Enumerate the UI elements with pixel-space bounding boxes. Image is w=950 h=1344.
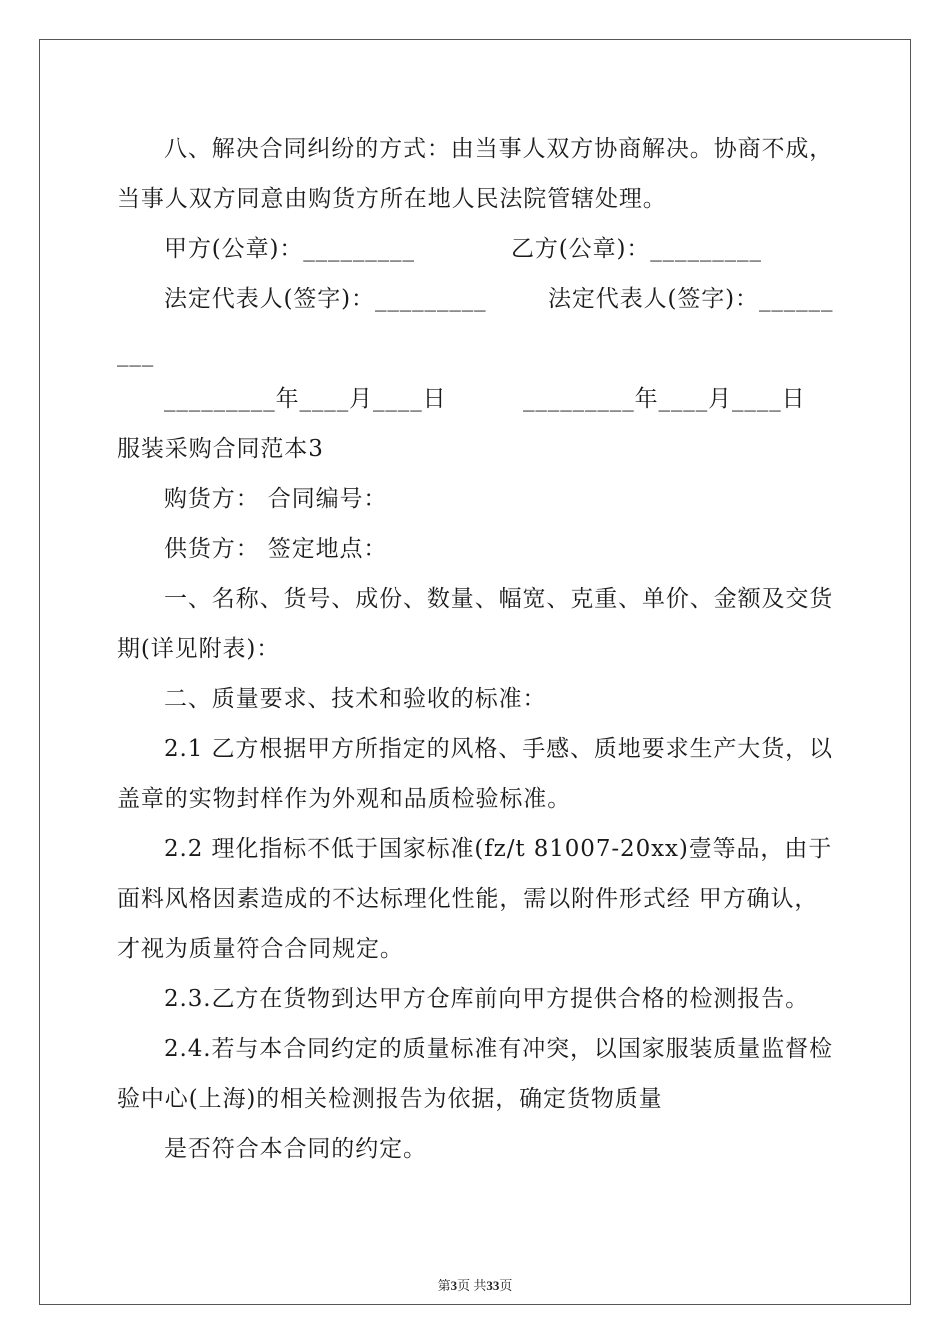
clause-2-3: 2.3.乙方在货物到达甲方仓库前向甲方提供合格的检测报告。 — [164, 986, 809, 1012]
party-a-representative: 法定代表人(签字)：_________ — [164, 286, 487, 312]
party-a-seal: 甲方(公章)：_________ — [164, 236, 415, 262]
footer-prefix: 第 — [437, 1278, 451, 1293]
clause-2-1-line-2: 盖章的实物封样作为外观和品质检验标准。 — [117, 786, 572, 812]
clause-1-line-1: 一、名称、货号、成份、数量、幅宽、克重、单价、金额及交货 — [164, 586, 834, 612]
dispute-clause-line-1: 八、解决合同纠纷的方式：由当事人双方协商解决。协商不成， — [164, 136, 834, 162]
page-footer — [0, 1278, 950, 1294]
clause-1-line-2: 期(详见附表)： — [117, 636, 281, 662]
footer-page-number: 3 — [450, 1278, 458, 1293]
footer-mid: 页 共 — [457, 1278, 487, 1293]
dispute-clause-line-2: 当事人双方同意由购货方所在地人民法院管辖处理。 — [117, 186, 667, 212]
clause-2-4-line-1: 2.4.若与本合同约定的质量标准有冲突，以国家服装质量监督检 — [164, 1036, 833, 1062]
clause-2-2-line-3: 才视为质量符合合同规定。 — [117, 936, 404, 962]
supplier-line: 供货方： 签定地点： — [164, 536, 388, 562]
party-b-representative-continued: ___ — [117, 341, 155, 367]
clause-2-heading: 二、质量要求、技术和验收的标准： — [164, 686, 547, 712]
party-b-date: _________年____月____日 — [523, 386, 806, 412]
clause-2-1-line-1: 2.1 乙方根据甲方所指定的风格、手感、质地要求生产大货，以 — [164, 736, 833, 762]
clause-2-2-line-2: 面料风格因素造成的不达标理化性能，需以附件形式经 甲方确认， — [117, 886, 819, 912]
party-a-date: _________年____月____日 — [164, 386, 447, 412]
clause-2-4-line-2: 验中心(上海)的相关检测报告为依据，确定货物质量 — [117, 1086, 663, 1112]
buyer-line: 购货方： 合同编号： — [164, 486, 388, 512]
clause-2-4-line-3: 是否符合本合同的约定。 — [164, 1136, 427, 1162]
footer-total-pages: 33 — [486, 1278, 500, 1293]
section-title: 服装采购合同范本3 — [117, 436, 324, 462]
party-b-representative: 法定代表人(签字)：______ — [548, 286, 834, 312]
page-border — [39, 39, 911, 1305]
clause-2-2-line-1: 2.2 理化指标不低于国家标准(fz/t 81007-20xx)壹等品，由于 — [164, 836, 833, 862]
footer-suffix: 页 — [499, 1278, 513, 1293]
party-b-seal: 乙方(公章)：_________ — [511, 236, 762, 262]
